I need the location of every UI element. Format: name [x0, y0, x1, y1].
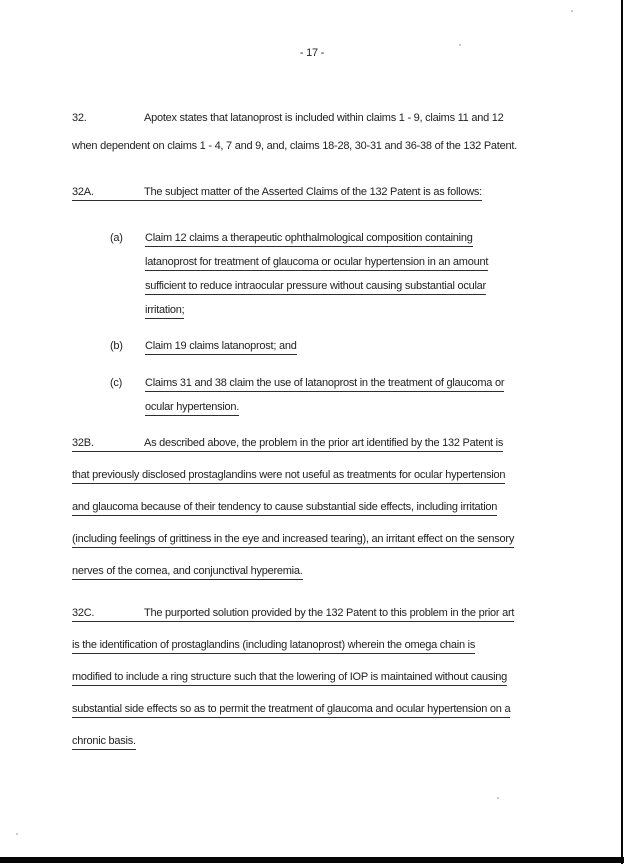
item-a-text: sufficient to reduce intraocular pressure without causing substantial ocular: [145, 280, 486, 295]
item-b-text: Claim 19 claims latanoprost; and: [145, 340, 297, 355]
paragraph-32-label: 32.: [72, 112, 87, 124]
paragraph-32B-line-4: [72, 533, 514, 546]
item-a-line-1: [110, 232, 473, 245]
item-a-line-3: [145, 280, 486, 293]
scan-speckle: [497, 797, 499, 799]
paragraph-32-text: Apotex states that latanoprost is included within claims 1 - 9, claims 11 and 12: [144, 112, 504, 124]
item-c-label: (c): [110, 377, 123, 389]
paragraph-32-line-2: [72, 140, 517, 153]
scan-edge-bottom: [0, 857, 624, 863]
scan-speckle: [459, 44, 461, 46]
item-c-text: ocular hypertension.: [145, 401, 239, 416]
paragraph-32B-line-5: [72, 565, 303, 578]
paragraph-32A-text: The subject matter of the Asserted Claims of the 132 Patent is as follows:: [144, 186, 482, 198]
paragraph-32C-text: chronic basis.: [72, 735, 136, 750]
paragraph-32B-text: As described above, the problem in the prior art identified by the 132 Patent is: [144, 437, 504, 449]
paragraph-32B-line-1: [72, 437, 503, 450]
paragraph-32B-text: (including feelings of grittiness in the eye and increased tearing), an irritant effect on the sensory: [72, 533, 514, 548]
item-a-text: irritation;: [145, 304, 184, 319]
paragraph-32C-line-4: [72, 703, 510, 716]
paragraph-32B-text: that previously disclosed prostaglandins were not useful as treatments for ocular hypertension: [72, 469, 505, 484]
paragraph-32C-text: is the identification of prostaglandins (including latanoprost) wherein the omega chain is: [72, 639, 475, 654]
paragraph-32A-line-1: [72, 186, 482, 199]
scan-speckle: [571, 10, 573, 12]
paragraph-32C-line-3: [72, 671, 507, 684]
paragraph-32B-label: 32B.: [72, 437, 94, 449]
paragraph-32-line-1: [72, 112, 504, 125]
item-a-line-4: [145, 304, 184, 317]
paragraph-32B-line-2: [72, 469, 505, 482]
item-a-line-2: [145, 256, 488, 269]
paragraph-32C-line-1: [72, 607, 514, 620]
item-a-text: Claim 12 claims a therapeutic ophthalmological composition containing: [145, 232, 473, 247]
item-b-line-1: [110, 340, 297, 353]
paragraph-32B-text: and glaucoma because of their tendency to cause substantial side effects, including irritation: [72, 501, 497, 516]
paragraph-32A-label: 32A.: [72, 186, 94, 198]
paragraph-32C-text: modified to include a ring structure such that the lowering of IOP is maintained without causing: [72, 671, 507, 686]
scan-speckle: [16, 833, 18, 835]
paragraph-32C-line-5: [72, 735, 136, 748]
item-a-label: (a): [110, 232, 123, 244]
item-a-text: latanoprost for treatment of glaucoma or ocular hypertension in an amount: [145, 256, 488, 271]
item-c-line-2: [145, 401, 239, 414]
paragraph-32B-line-3: [72, 501, 497, 514]
paragraph-32C-text: substantial side effects so as to permit the treatment of glaucoma and ocular hypertension on a: [72, 703, 510, 718]
page-number: - 17 -: [299, 47, 325, 59]
item-b-label: (b): [110, 340, 123, 352]
item-c-text: Claims 31 and 38 claim the use of latanoprost in the treatment of glaucoma or: [145, 377, 504, 392]
paragraph-32-text: when dependent on claims 1 - 4, 7 and 9, and, claims 18-28, 30-31 and 36-38 of the 132 Patent.: [72, 140, 517, 152]
paragraph-32C-line-2: [72, 639, 475, 652]
paragraph-32C-label: 32C.: [72, 607, 95, 619]
item-c-line-1: [110, 377, 504, 390]
paragraph-32B-text: nerves of the cornea, and conjunctival hyperemia.: [72, 565, 303, 580]
scan-edge-right: [621, 0, 623, 864]
paragraph-32C-text: The purported solution provided by the 132 Patent to this problem in the prior art: [144, 607, 515, 619]
